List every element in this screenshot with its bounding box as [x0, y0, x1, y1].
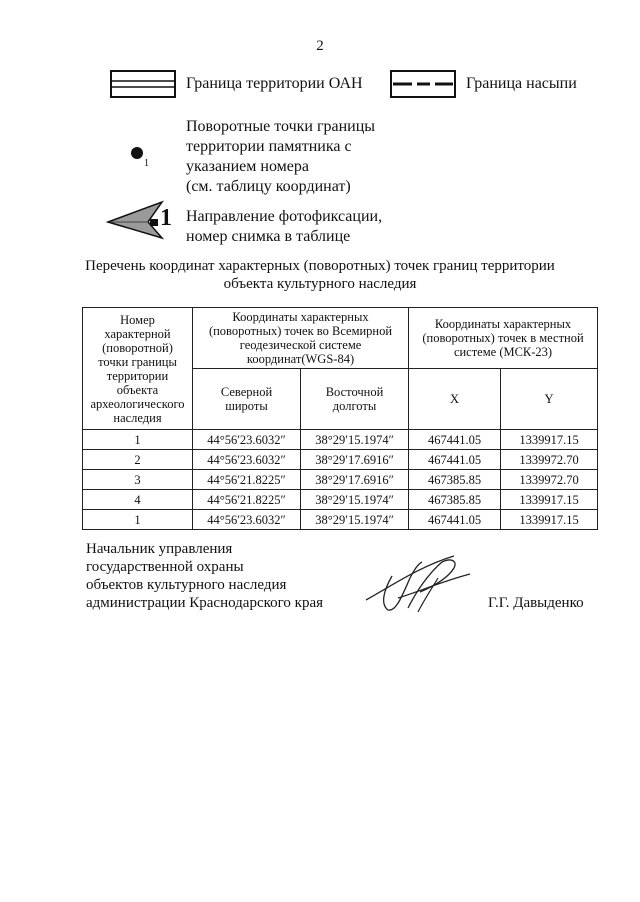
signatory-position-line: объектов культурного наследия: [86, 577, 287, 593]
table-row: [83, 430, 598, 450]
legend-oan-border-label: Граница территории ОАН: [186, 75, 363, 92]
subheader-y: Y: [501, 369, 598, 430]
table-row: [83, 470, 598, 490]
legend-photo-direction-line: Направление фотофиксации,: [186, 208, 383, 225]
cell-longitude: 38°29′15.1974″: [301, 510, 409, 530]
cell-y: 1339917.15: [501, 490, 598, 510]
header-text-line: археологического: [90, 396, 185, 411]
header-text-line: геодезической системе: [239, 338, 362, 352]
cell-y: 1339917.15: [501, 430, 598, 450]
legend-mound-border-label: Граница насыпи: [466, 75, 577, 92]
table-title: [60, 257, 580, 293]
header-text-line: Северной: [220, 385, 273, 399]
coordinates-table: [82, 307, 598, 530]
cell-latitude: 44°56′23.6032″: [193, 430, 301, 450]
header-point-number: [83, 308, 193, 430]
header-text-line: (поворотных) точек во Всемирной: [208, 324, 393, 338]
header-msk23: [409, 308, 598, 369]
cell-number: 2: [83, 450, 193, 470]
cell-x: 467385.85: [409, 470, 501, 490]
cell-number: 4: [83, 490, 193, 510]
legend-turn-points-line: указанием номера: [186, 158, 309, 175]
legend-turn-points-line: Поворотные точки границы: [186, 118, 376, 135]
table-row: [83, 490, 598, 510]
signatory-position-line: администрации Краснодарского края: [86, 595, 324, 611]
cell-longitude: 38°29′17.6916″: [301, 470, 409, 490]
page-number: 2: [316, 38, 324, 54]
cell-y: 1339972.70: [501, 450, 598, 470]
header-text-line: координат(WGS-84): [246, 352, 355, 366]
header-text-line: объекта: [116, 382, 159, 397]
header-wgs84: [193, 308, 409, 369]
cell-longitude: 38°29′15.1974″: [301, 490, 409, 510]
cell-latitude: 44°56′23.6032″: [193, 450, 301, 470]
cell-latitude: 44°56′21.8225″: [193, 470, 301, 490]
cell-x: 467441.05: [409, 450, 501, 470]
header-text-line: широты: [225, 399, 268, 413]
cell-latitude: 44°56′21.8225″: [193, 490, 301, 510]
table-title-line: объекта культурного наследия: [223, 276, 417, 292]
signatory-name: Г.Г. Давыденко: [488, 595, 584, 611]
legend-photo-direction-line: номер снимка в таблице: [186, 228, 351, 245]
header-text-line: долготы: [332, 399, 377, 413]
legend-turn-points-line: (см. таблицу координат): [186, 178, 351, 195]
signatory-position-line: государственной охраны: [86, 559, 244, 575]
photo-number-label: 1: [160, 205, 172, 231]
subheader-latitude: [193, 369, 301, 430]
cell-x: 467441.05: [409, 430, 501, 450]
header-text-line: Координаты характерных: [232, 310, 369, 324]
subheader-x: X: [409, 369, 501, 430]
cell-latitude: 44°56′23.6032″: [193, 510, 301, 530]
cell-number: 3: [83, 470, 193, 490]
table-header-row: [83, 308, 598, 369]
header-text-line: Координаты характерных: [434, 317, 572, 331]
header-text-line: системе (МСК-23): [453, 345, 553, 359]
cell-x: 467385.85: [409, 490, 501, 510]
signatory-position: [86, 540, 323, 612]
cell-y: 1339972.70: [501, 470, 598, 490]
legend-photo-direction-text: [186, 207, 382, 247]
header-text-line: характерной: [104, 326, 171, 341]
cell-longitude: 38°29′17.6916″: [301, 450, 409, 470]
header-text-line: точки границы: [98, 354, 177, 369]
turn-point-marker-number: 1: [144, 158, 149, 169]
turn-point-dot-icon: [130, 146, 144, 160]
handwritten-signature-icon: [358, 548, 478, 618]
cell-number: 1: [83, 430, 193, 450]
header-text-line: наследия: [113, 410, 162, 425]
mound-border-symbol-icon: [390, 70, 456, 98]
cell-longitude: 38°29′15.1974″: [301, 430, 409, 450]
cell-x: 467441.05: [409, 510, 501, 530]
header-text-line: Номер: [120, 312, 155, 327]
cell-number: 1: [83, 510, 193, 530]
photo-direction-arrow-icon: [106, 200, 164, 240]
header-text-line: территории: [106, 368, 169, 383]
subheader-longitude: [301, 369, 409, 430]
cell-y: 1339917.15: [501, 510, 598, 530]
oan-border-symbol-icon: [110, 70, 176, 98]
header-text-line: (поворотной): [102, 340, 173, 355]
table-row: [83, 450, 598, 470]
signatory-position-line: Начальник управления: [86, 541, 233, 557]
table-title-line: Перечень координат характерных (поворотных) точек границ территории: [85, 258, 555, 274]
table-row: [83, 510, 598, 530]
header-text-line: Восточной: [325, 385, 384, 399]
legend-turn-points-text: [186, 117, 375, 197]
header-text-line: (поворотных) точек в местной: [422, 331, 584, 345]
legend-turn-points-line: территории памятника с: [186, 138, 352, 155]
